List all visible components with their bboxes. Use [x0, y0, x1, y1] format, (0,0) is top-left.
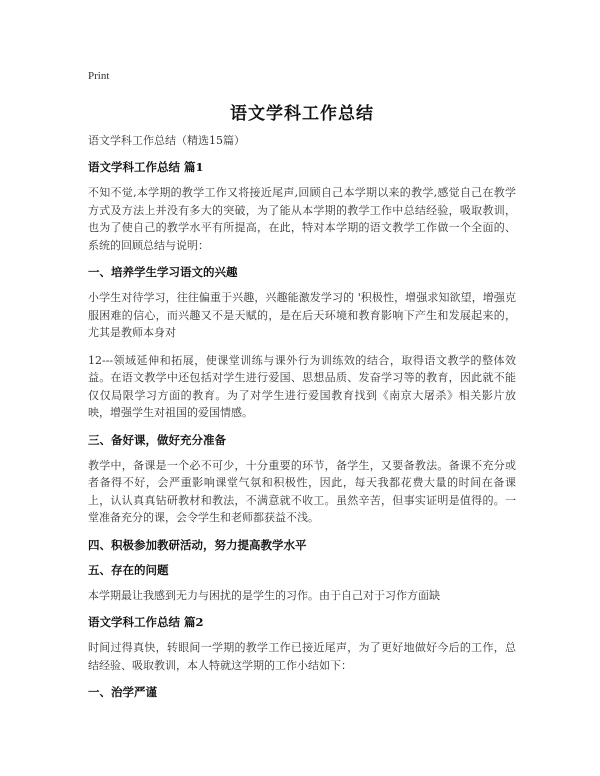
- paragraph: 本学期最让我感到无力与困扰的是学生的习作。由于自己对于习作方面缺: [88, 588, 440, 602]
- article-heading: 语文学科工作总结 篇1: [88, 160, 204, 174]
- article-1: [88, 159, 516, 604]
- paragraph: 时间过得真快，转眼间一学期的教学工作已接近尾声，为了更好地做好今后的工作，总结经验、吸取教训，本人特就这学期的工作小结如下：: [88, 641, 516, 672]
- article-2: [88, 614, 516, 701]
- section-heading: 四、积极参加教研活动，努力提高教学水平: [88, 537, 307, 552]
- paragraph: 不知不觉,本学期的教学工作又将接近尾声,回顾自己本学期以来的教学,感觉自己在教学方式及方法上并没有多大的突破，为了能从本学期的教学工作中总结经验，吸取教训，也为了使自己的教学水平有所提高，在此，特对本学期的语文教学工作做一个全面的、系统的回顾总结与说明：: [88, 186, 516, 252]
- document-subtitle: 语文学科工作总结（精选15篇）: [88, 134, 245, 147]
- paragraph: 12---领域延伸和拓展，使课堂训练与课外行为训练效的结合，取得语文教学的整体效益。在语文教学中还包括对学生进行爱国、思想品质、发奋学习等的教育，因此就不能仅仅局限学习方面的教育。为了对学生进行爱国教育找到《南京大屠杀》相关影片放映，增强学生对祖国的爱国情感。: [88, 353, 516, 419]
- section-heading: 一、培养学生学习语文的兴趣: [88, 265, 238, 279]
- section-heading: 三、备好课，做好充分准备: [88, 432, 226, 447]
- print-link[interactable]: Print: [88, 70, 110, 82]
- section-heading: 一、治学严谨: [88, 685, 157, 699]
- paragraph: 教学中，备课是一个必不可少，十分重要的环节，备学生，又要备教法。备课不充分或者备得不好，会严重影响课堂气氛和积极性，因此，每天我都花费大量的时间在备课上，认认真真钻研教材和教法，不满意就不收工。虽然辛苦，但事实证明是值得的。一堂准备充分的课，会令学生和老师都获益不浅。: [88, 458, 516, 524]
- page-title: 语文学科工作总结: [230, 104, 374, 124]
- section-heading: 五、存在的问题: [88, 562, 169, 577]
- paragraph: 小学生对待学习，往往偏重于兴趣，兴趣能激发学习的 '积极性，增强求知欲望，增强克服困难的信心，而兴趣又不是天赋的，是在后天环境和教育影响下产生和发展起来的，尤其是教师本身对: [88, 291, 516, 339]
- article-heading: 语文学科工作总结 篇2: [88, 615, 204, 629]
- document-body: [88, 132, 516, 709]
